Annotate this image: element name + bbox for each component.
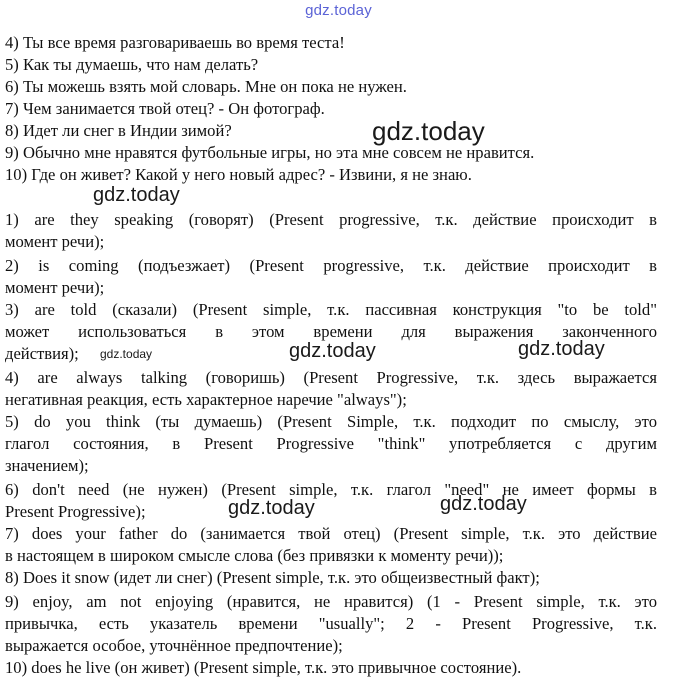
watermark-left: gdz.today (93, 184, 180, 206)
question-line: 5) Как ты думаешь, что нам делать? (5, 55, 259, 74)
question-line: 4) Ты все время разговариваешь во время теста! (5, 33, 345, 52)
answer-line: может использоваться в этом времени для выражения законченного (5, 322, 657, 341)
watermark-big: gdz.today (372, 116, 485, 146)
question-line: 6) Ты можешь взять мой словарь. Мне он пока не нужен. (5, 77, 407, 96)
answer-line: 1) are they speaking (говорят) (Present progressive, т.к. действие происходит в (5, 210, 657, 229)
answer-line: значением); (5, 456, 89, 475)
answer-line: привычка, есть указатель времени "usually"; 2 - Present Progressive, т.к. (5, 614, 657, 633)
answer-line: 6) don't need (не нужен) (Present simple, т.к. глагол "need" не имеет формы в (5, 480, 657, 499)
question-line: 8) Идет ли снег в Индии зимой? (5, 121, 232, 140)
answer-line: 9) enjoy, am not enjoying (нравится, не нравится) (1 - Present simple, т.к. это (5, 592, 657, 611)
answer-line: выражается особое, уточнённое предпочтение); (5, 636, 343, 655)
watermark-center-2: gdz.today (228, 497, 315, 519)
answer-line: действия); (5, 344, 79, 363)
question-line: 7) Чем занимается твой отец? - Он фотограф. (5, 99, 325, 118)
answer-line: негативная реакция, есть характерное наречие "always"); (5, 390, 407, 409)
answer-line: момент речи); (5, 278, 105, 297)
answer-line: 10) does he live (он живет) (Present simple, т.к. это привычное состояние). (5, 658, 522, 677)
answer-line: 7) does your father do (занимается твой отец) (Present simple, т.к. это действие (5, 524, 657, 543)
answer-line: глагол состояния, в Present Progressive "think" употребляется с другим (5, 434, 657, 453)
header-watermark: gdz.today (305, 2, 372, 19)
answer-line: в настоящем в широком смысле слова (без привязки к моменту речи)); (5, 546, 504, 565)
answer-line: 2) is coming (подъезжает) (Present progressive, т.к. действие происходит в (5, 256, 657, 275)
watermark-right-1: gdz.today (518, 338, 605, 360)
watermark-right-2: gdz.today (440, 493, 527, 515)
answer-line: 4) are always talking (говоришь) (Present Progressive, т.к. здесь выражается (5, 368, 657, 387)
answer-line: 3) are told (сказали) (Present simple, т.к. пассивная конструкция "to be told" (5, 300, 657, 319)
answer-line: Present Progressive); (5, 502, 146, 521)
watermark-center-1: gdz.today (289, 340, 376, 362)
question-line: 9) Обычно мне нравятся футбольные игры, но эта мне совсем не нравится. (5, 143, 535, 162)
question-line: 10) Где он живет? Какой у него новый адрес? - Извини, я не знаю. (5, 165, 472, 184)
watermark-inline-small: gdz.today (100, 347, 153, 361)
answer-line: момент речи); (5, 232, 105, 251)
answer-line: 5) do you think (ты думаешь) (Present Simple, т.к. подходит по смыслу, это (5, 412, 657, 431)
answer-line: 8) Does it snow (идет ли снег) (Present simple, т.к. это общеизвестный факт); (5, 568, 540, 587)
